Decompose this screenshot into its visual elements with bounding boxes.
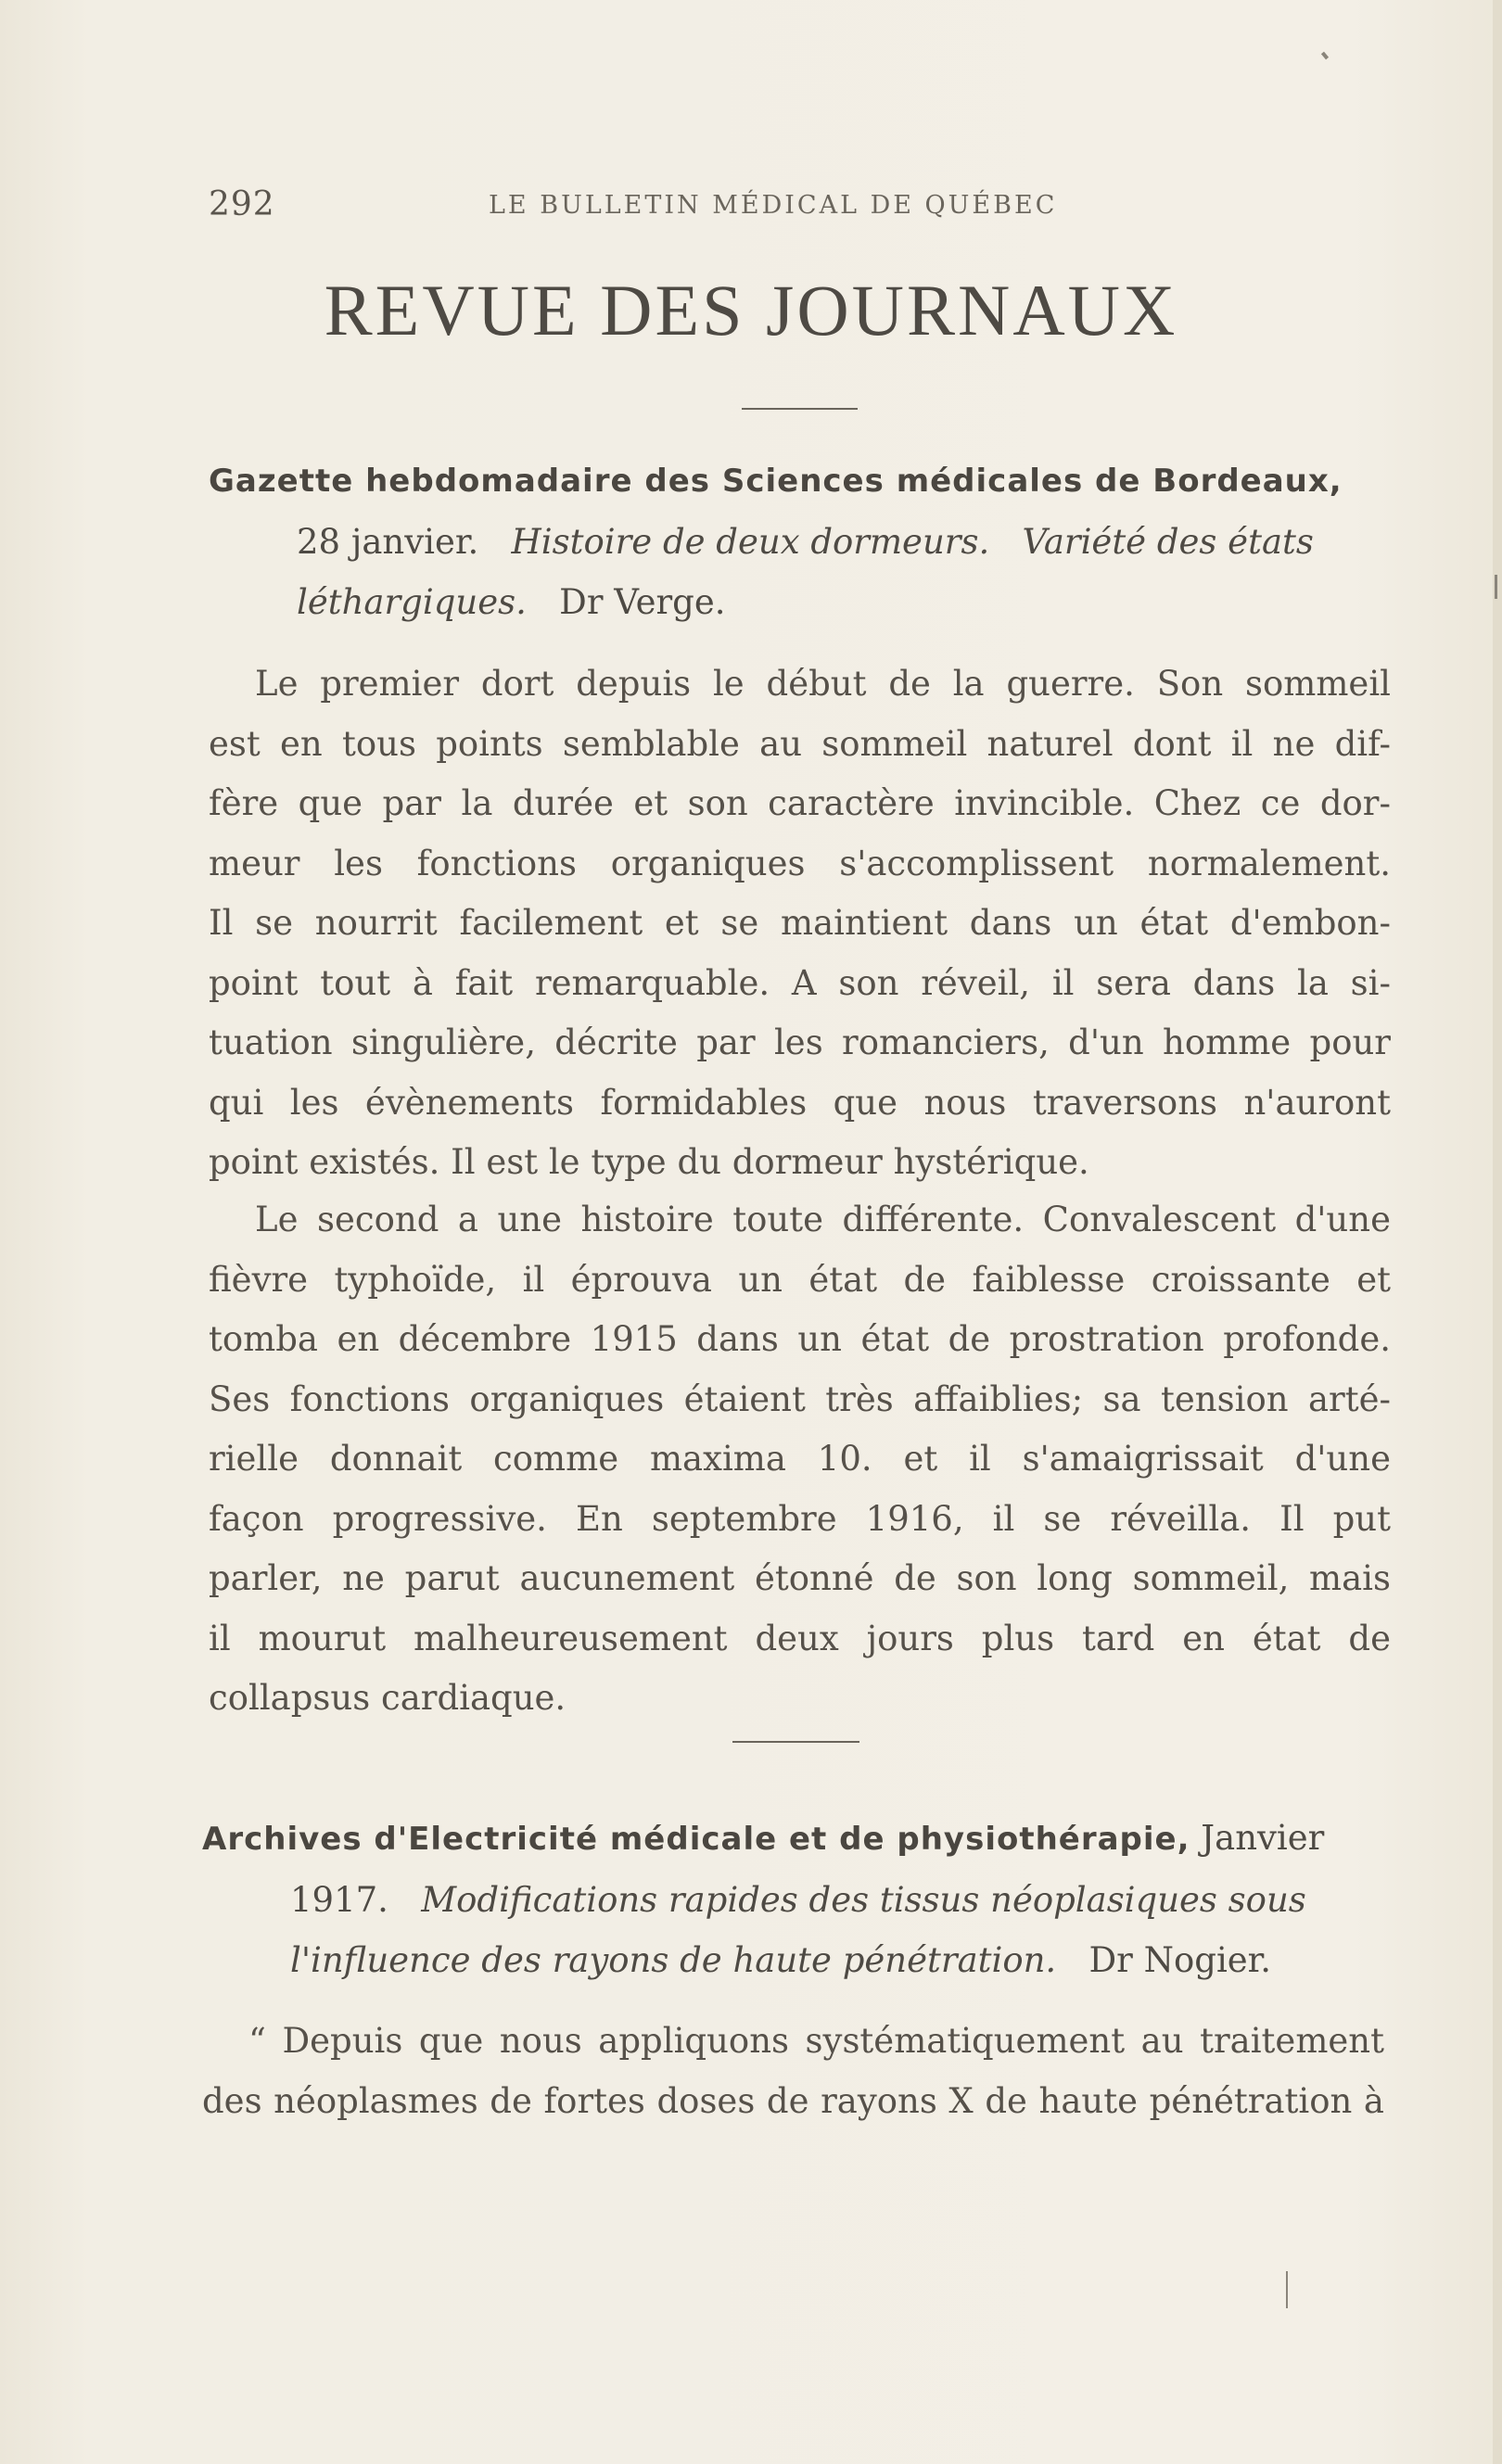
article-date: 1917. — [290, 1880, 388, 1920]
text-line: rielle donnait comme maxima 10. et il s'amaigrissait d'une — [209, 1439, 1391, 1479]
article-author: Dr Nogier. — [1088, 1940, 1272, 1980]
text-line: fièvre typhoïde, il éprouva un état de faiblesse croissante et — [209, 1259, 1391, 1300]
text-line: fère que par la durée et son caractère invincible. Chez ce dor- — [209, 783, 1391, 823]
body-paragraph — [202, 2012, 1384, 2131]
text-line: des néoplasmes de fortes doses de rayons X de haute pénétration à — [202, 2080, 1384, 2121]
article-title: Modifications rapides des tissus néoplasiques sous — [421, 1880, 1306, 1920]
text-line: Il se nourrit facilement et se maintient dans un état d'embon- — [209, 903, 1391, 943]
text-line: point existés. Il est le type du dormeur hystérique. — [209, 1142, 1089, 1182]
page-number: 292 — [209, 185, 275, 223]
paper-speck — [1286, 2271, 1288, 2308]
text-line: tomba en décembre 1915 dans un état de prostration profonde. — [209, 1319, 1391, 1359]
article-source: Archives d'Electricité médicale et de physiothérapie, — [202, 1821, 1190, 1858]
article-title: léthargiques. — [297, 582, 527, 622]
journal-name: LE BULLETIN MÉDICAL DE QUÉBEC — [489, 191, 1058, 220]
article-author: Dr Verge. — [559, 582, 726, 622]
article-heading-line — [209, 512, 1405, 572]
section-title: REVUE DES JOURNAUX — [324, 270, 1178, 350]
article-heading-line — [202, 1808, 1398, 1870]
article-title: Variété des états — [1022, 522, 1314, 562]
text-line: tuation singulière, décrite par les romanciers, d'un homme pour — [209, 1022, 1391, 1062]
text-line: qui les évènements formidables que nous traversons n'auront — [209, 1082, 1391, 1123]
article-title: Histoire de deux dormeurs. — [511, 522, 990, 562]
article-heading-line — [209, 572, 1405, 632]
divider-rule — [742, 408, 858, 410]
running-head — [209, 185, 1136, 232]
article-heading-line — [202, 1870, 1398, 1930]
text-line: parler, ne parut aucunement étonné de son long sommeil, mais — [209, 1558, 1391, 1598]
article-heading-line — [209, 450, 1405, 512]
paper-speck — [1495, 575, 1497, 599]
article-date: Janvier — [1201, 1818, 1325, 1858]
text-line: point tout à fait remarquable. A son réveil, il sera dans la si- — [209, 962, 1391, 1003]
text-line: Ses fonctions organiques étaient très affaiblies; sa tension arté- — [209, 1378, 1391, 1419]
body-paragraph — [209, 654, 1391, 1193]
article-heading — [202, 1808, 1398, 1990]
article-source: Gazette hebdomadaire des Sciences médicales de Bordeaux, — [209, 463, 1343, 500]
text-line: est en tous points semblable au sommeil naturel dont il ne dif- — [209, 723, 1391, 764]
article-date: 28 janvier. — [297, 522, 479, 562]
text-line: façon progressive. En septembre 1916, il se réveilla. Il put — [209, 1498, 1391, 1539]
text-line: Le premier dort depuis le début de la guerre. Son sommeil — [255, 664, 1391, 704]
paper-speck — [1321, 52, 1329, 60]
text-line: il mourut malheureusement deux jours plus tard en état de — [209, 1618, 1391, 1658]
text-line: Le second a une histoire toute différente. Convalescent d'une — [255, 1200, 1391, 1239]
text-line: meur les fonctions organiques s'accomplissent normalement. — [209, 843, 1391, 883]
text-line: collapsus cardiaque. — [209, 1678, 566, 1718]
page-edge — [1493, 0, 1502, 2464]
body-paragraph — [209, 1190, 1391, 1729]
article-title: l'influence des rayons de haute pénétration. — [290, 1940, 1057, 1980]
article-heading-line — [202, 1930, 1398, 1990]
article-heading — [209, 450, 1405, 632]
text-line: “ Depuis que nous appliquons systématiquement au traitement — [248, 2021, 1384, 2061]
divider-rule — [732, 1741, 859, 1743]
